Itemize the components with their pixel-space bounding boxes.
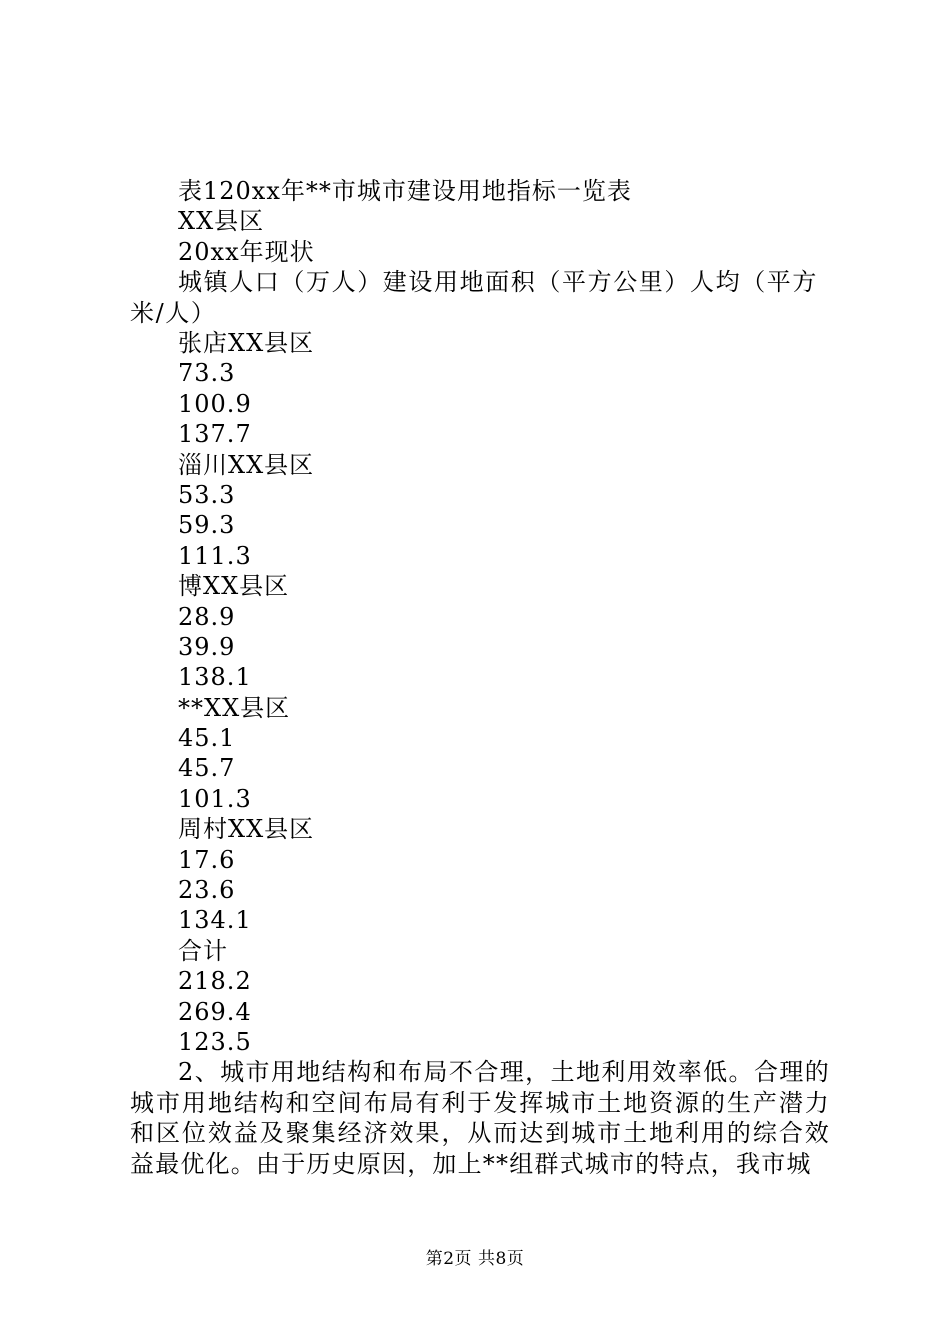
row-name: 合计 bbox=[178, 936, 228, 965]
row-population: 73.3 bbox=[178, 359, 236, 388]
row-population: 218.2 bbox=[178, 967, 252, 996]
row-population: 28.9 bbox=[178, 602, 236, 631]
row-name: 张店XX县区 bbox=[178, 328, 315, 357]
table-row bbox=[130, 328, 830, 450]
body-paragraph: 2、城市用地结构和布局不合理，土地利用效率低。合理的城市用地结构和空间布局有利于发挥城市土地资源的生产潜力和区位效益及聚集经济效果，从而达到城市土地利用的综合效益最优化。由于历史原因，加上**组群式城市的特点，我市城 bbox=[130, 1058, 830, 1178]
row-area: 269.4 bbox=[178, 997, 252, 1026]
document-body bbox=[130, 176, 830, 1179]
row-area: 59.3 bbox=[178, 511, 236, 540]
row-population: 17.6 bbox=[178, 845, 236, 874]
table-row bbox=[130, 571, 830, 693]
row-population: 53.3 bbox=[178, 480, 236, 509]
table-header-row: 城镇人口（万人）建设用地面积（平方公里）人均（平方米/人） bbox=[130, 268, 818, 327]
row-area: 23.6 bbox=[178, 876, 236, 905]
period-label: 20xx年现状 bbox=[178, 237, 315, 266]
row-population: 45.1 bbox=[178, 724, 236, 753]
row-per-capita: 134.1 bbox=[178, 906, 252, 935]
row-name: 周村XX县区 bbox=[178, 815, 315, 844]
row-per-capita: 138.1 bbox=[178, 663, 252, 692]
row-name: 博XX县区 bbox=[178, 572, 290, 601]
row-area: 39.9 bbox=[178, 632, 236, 661]
table-title: 表120xx年**市城市建设用地指标一览表 bbox=[178, 177, 632, 205]
table-row bbox=[130, 814, 830, 936]
row-per-capita: 101.3 bbox=[178, 784, 252, 813]
row-area: 100.9 bbox=[178, 389, 252, 418]
row-name: **XX县区 bbox=[178, 693, 291, 722]
row-name: 淄川XX县区 bbox=[178, 450, 315, 479]
table-row bbox=[130, 936, 830, 1058]
row-per-capita: 137.7 bbox=[178, 420, 252, 449]
row-per-capita: 111.3 bbox=[178, 541, 252, 570]
row-per-capita: 123.5 bbox=[178, 1027, 252, 1056]
row-area: 45.7 bbox=[178, 754, 236, 783]
table-row bbox=[130, 450, 830, 572]
page-footer: 第2页 共8页 bbox=[425, 1249, 525, 1269]
column-group-label: XX县区 bbox=[178, 207, 265, 236]
table-row bbox=[130, 693, 830, 815]
